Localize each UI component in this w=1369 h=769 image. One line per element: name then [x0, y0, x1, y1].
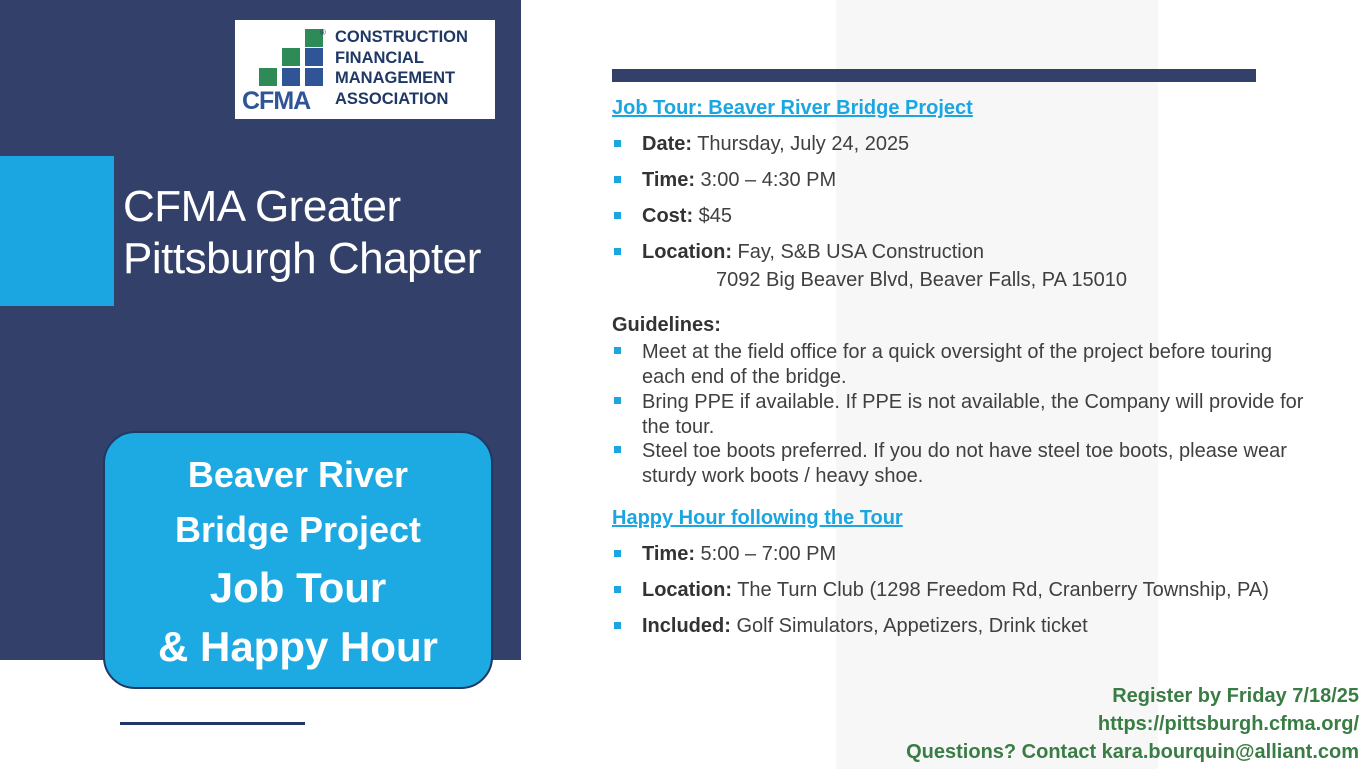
- included-value: Golf Simulators, Appetizers, Drink ticket: [730, 615, 1088, 637]
- bullet-icon: [614, 586, 621, 593]
- promo-line: & Happy Hour: [157, 623, 438, 670]
- logo-line: MANAGEMENT: [335, 69, 456, 87]
- bullet-icon: [614, 140, 621, 147]
- divider-line: [120, 722, 305, 725]
- guideline-line: Meet at the field office for a quick oversight of the project before touring: [642, 341, 1272, 363]
- header-bar: [612, 69, 1256, 82]
- job-tour-heading-link[interactable]: Job Tour: Beaver River Bridge Project: [612, 97, 973, 119]
- cost-label: Cost:: [642, 205, 694, 227]
- logo-square: [305, 68, 323, 86]
- time-value: 5:00 – 7:00 PM: [694, 543, 837, 565]
- time-label: Time:: [642, 169, 695, 191]
- logo-wordmark: [335, 27, 468, 109]
- date-value: Thursday, July 24, 2025: [692, 133, 910, 155]
- guideline-line: sturdy work boots / heavy shoe.: [642, 465, 924, 487]
- guideline-item: [642, 340, 1272, 390]
- bullet-icon: [614, 446, 621, 453]
- date-label: Date:: [642, 133, 693, 155]
- event-promo-box: [103, 431, 493, 689]
- cost-value: $45: [693, 205, 733, 227]
- logo-square: [305, 48, 323, 66]
- chapter-title-line: Pittsburgh Chapter: [123, 234, 481, 283]
- register-deadline: Register by Friday 7/18/25: [1112, 685, 1359, 707]
- bullet-icon: [614, 176, 621, 183]
- logo-abbrev: CFMA: [242, 87, 311, 115]
- bullet-icon: [614, 397, 621, 404]
- guidelines-heading: Guidelines:: [612, 314, 721, 336]
- guideline-line: the tour.: [642, 416, 715, 438]
- promo-line: Job Tour: [209, 564, 387, 611]
- bullet-icon: [614, 347, 621, 354]
- happy-hour-heading-link[interactable]: Happy Hour following the Tour: [612, 507, 903, 529]
- promo-line: Beaver River: [187, 454, 409, 495]
- location-value: Fay, S&B USA Construction: [732, 241, 984, 263]
- location-label: Location:: [642, 579, 732, 601]
- logo-line: FINANCIAL: [335, 48, 424, 67]
- chapter-title-line: CFMA Greater: [123, 182, 401, 231]
- bullet-icon: [614, 248, 621, 255]
- logo-square: [259, 68, 277, 86]
- time-value: 3:00 – 4:30 PM: [694, 169, 837, 191]
- tour-address: 7092 Big Beaver Blvd, Beaver Falls, PA 15010: [716, 269, 1127, 291]
- guideline-line: each end of the bridge.: [642, 366, 847, 388]
- promo-line: Bridge Project: [174, 509, 422, 550]
- location-value: The Turn Club (1298 Freedom Rd, Cranberry Township, PA): [732, 579, 1269, 601]
- guideline-item: [642, 390, 1303, 440]
- register-url-link[interactable]: https://pittsburgh.cfma.org/: [1097, 713, 1359, 735]
- logo-line: CONSTRUCTION: [335, 28, 468, 46]
- time-label: Time:: [642, 543, 695, 565]
- guideline-item: [642, 439, 1287, 489]
- included-label: Included:: [642, 615, 731, 637]
- cfma-logo: [235, 20, 495, 119]
- guideline-line: Bring PPE if available. If PPE is not available, the Company will provide for: [642, 391, 1304, 413]
- logo-square: [282, 68, 300, 86]
- bullet-icon: [614, 212, 621, 219]
- bullet-icon: [614, 550, 621, 557]
- location-label: Location:: [642, 241, 732, 263]
- chapter-title: [123, 181, 481, 285]
- logo-line: ASSOCIATION: [335, 89, 449, 108]
- guideline-line: Steel toe boots preferred. If you do not have steel toe boots, please wear: [642, 440, 1287, 462]
- accent-block: [0, 156, 114, 306]
- bullet-icon: [614, 622, 621, 629]
- contact-email-link[interactable]: Questions? Contact kara.bourquin@alliant.com: [906, 741, 1359, 763]
- logo-registered-mark: ®: [320, 28, 326, 37]
- logo-square: [282, 48, 300, 66]
